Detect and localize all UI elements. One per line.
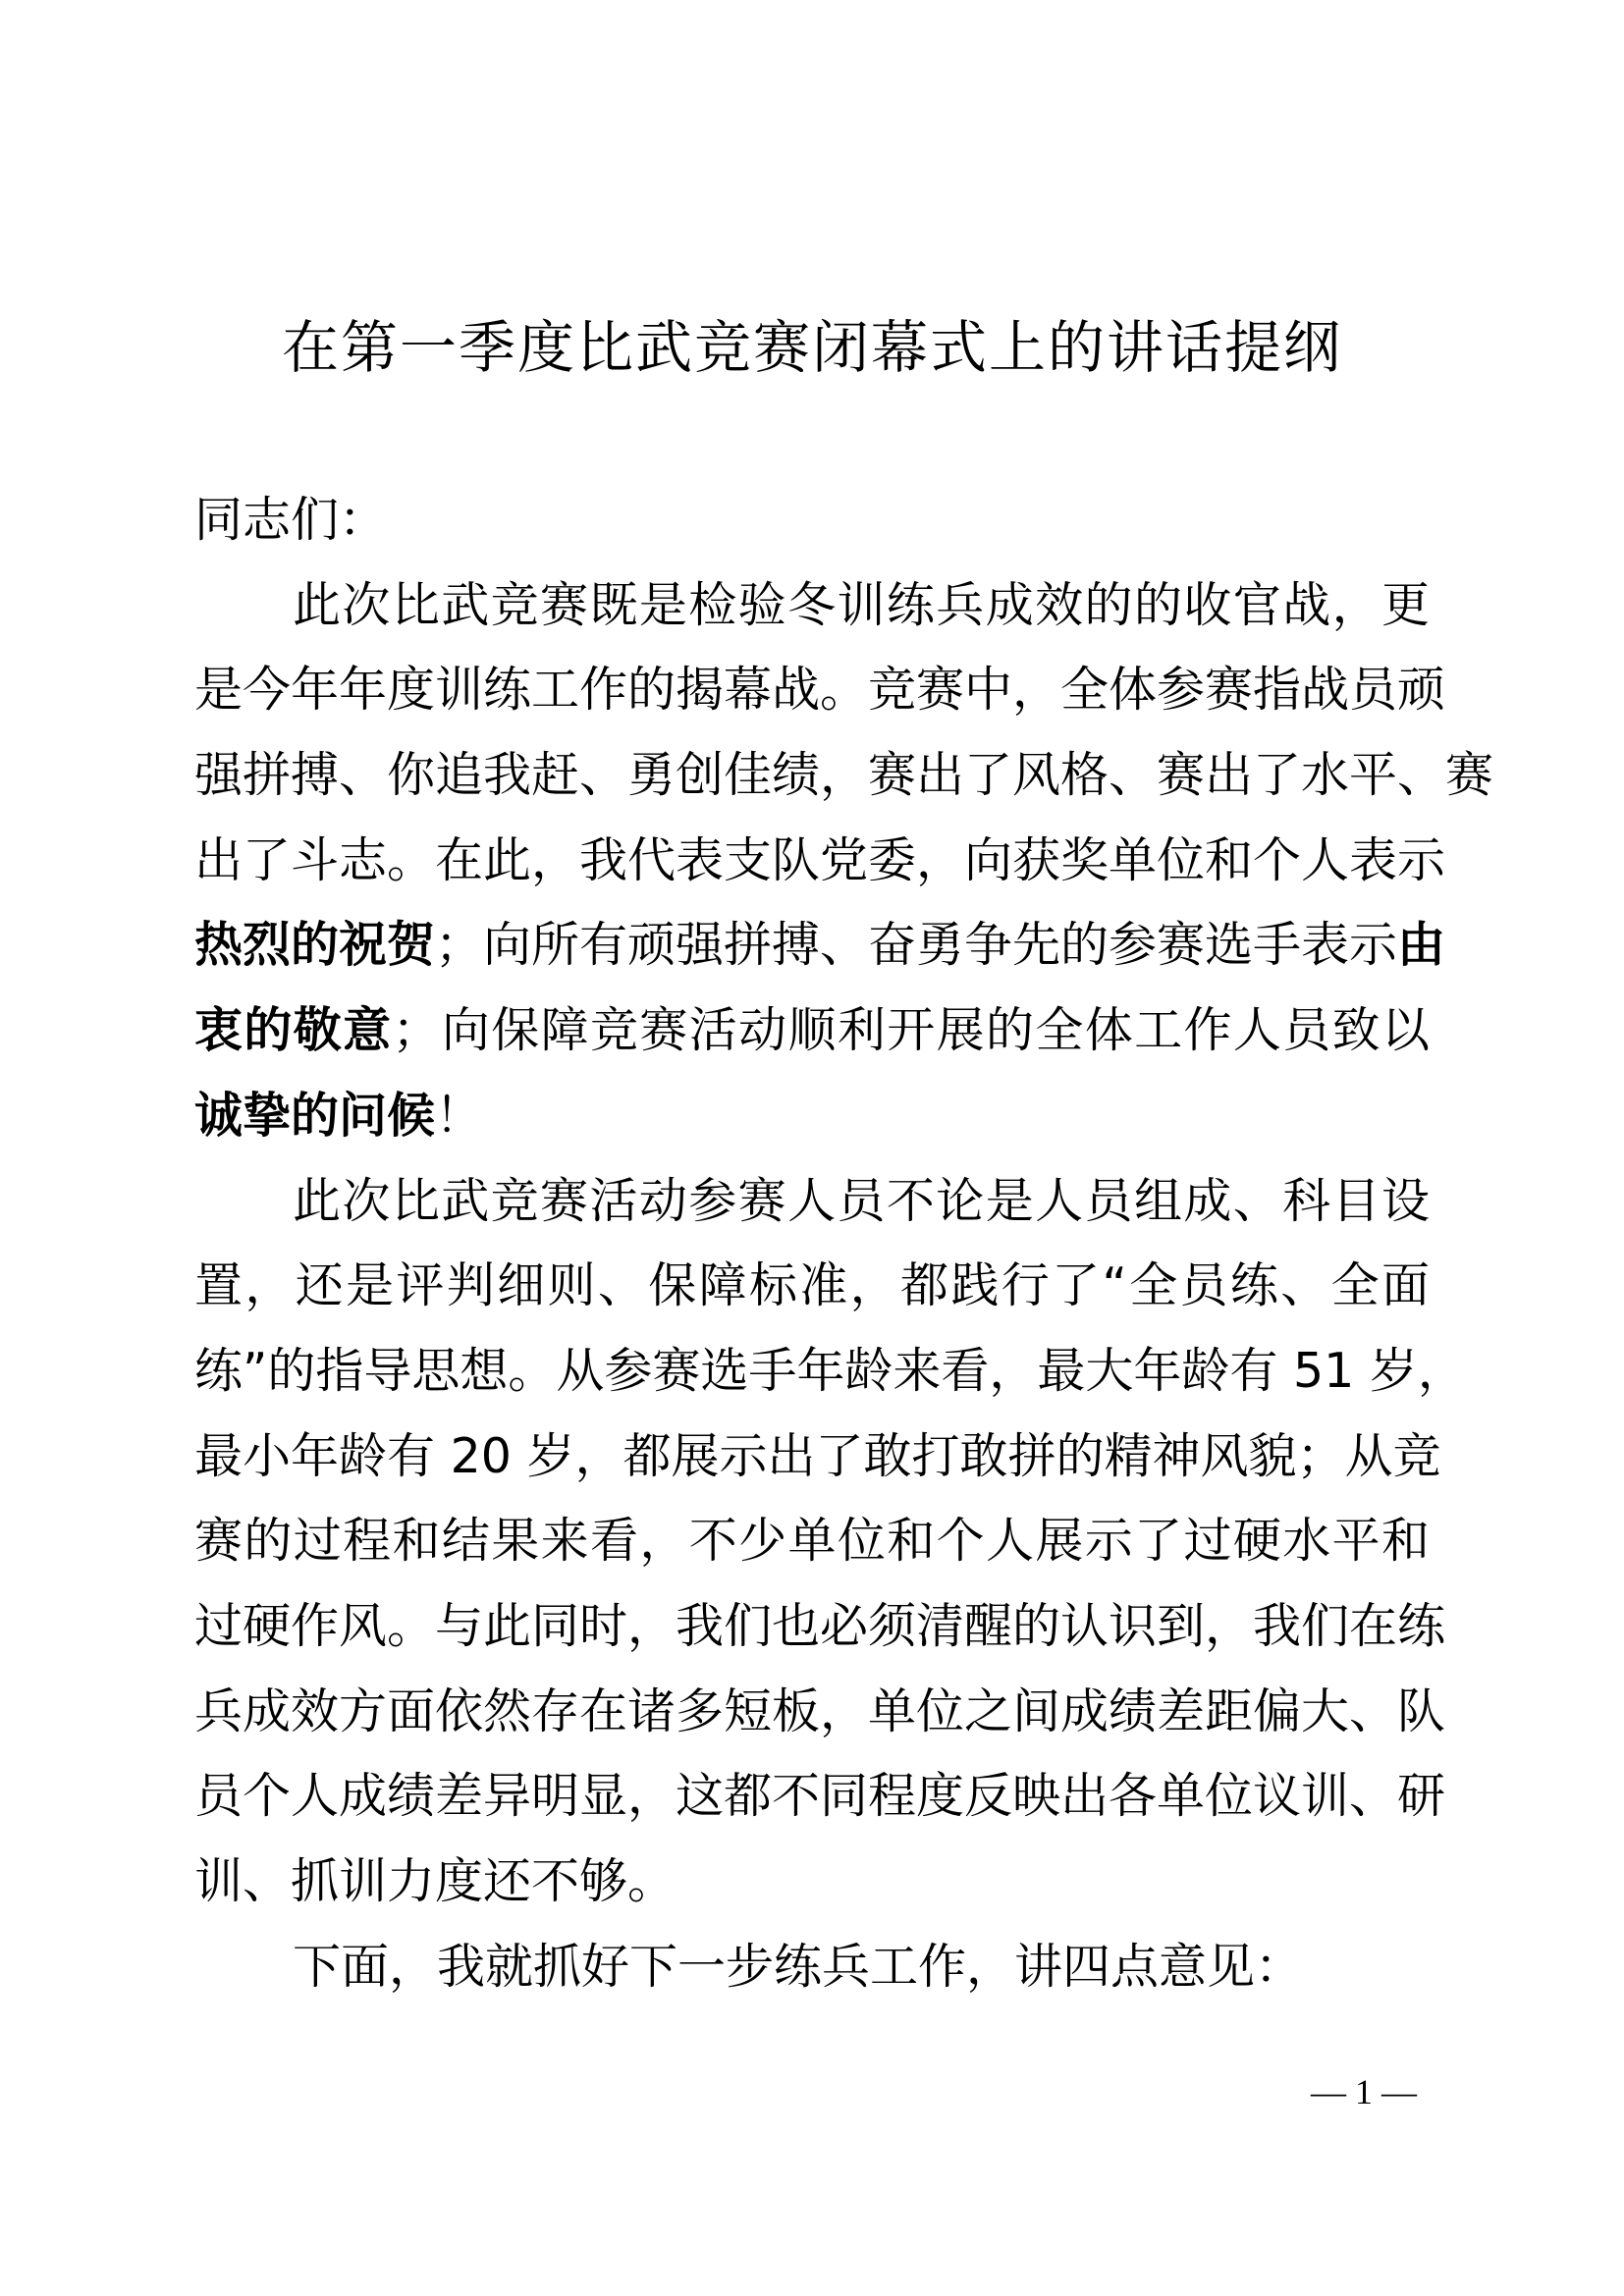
emphasis-text: 热烈的祝贺 xyxy=(194,917,436,974)
body-text-line xyxy=(194,733,1494,819)
body-text-line xyxy=(194,1244,1430,1329)
body-text-line xyxy=(194,903,1446,988)
document-title: 在第一季度比武竞赛闭幕式上的讲话提纲 xyxy=(281,314,1342,381)
body-text: ；向保障竞赛活动顺利开展的全体工作人员致以 xyxy=(392,1002,1430,1059)
body-text: 同志们： xyxy=(194,492,388,548)
body-text-line xyxy=(194,1499,1430,1584)
body-text-line xyxy=(194,1584,1446,1670)
emphasis-text: 诚挚的问候 xyxy=(194,1087,436,1144)
body-text: 此次比武竞赛既是检验冬训练兵成效的的收官战，更 xyxy=(293,576,1430,633)
body-text: 兵成效方面依然存在诸多短板，单位之间成绩差距偏大、队 xyxy=(194,1682,1446,1739)
body-text: 训、抓训力度还不够。 xyxy=(194,1853,677,1909)
body-text: ！ xyxy=(435,1087,484,1144)
body-text-line xyxy=(194,1329,1466,1415)
body-text-line xyxy=(194,1670,1446,1755)
body-text: 练”的指导思想。从参赛选手年龄来看，最大年龄有 51 岁， xyxy=(194,1342,1466,1399)
body-text-line xyxy=(194,819,1446,904)
body-text-line xyxy=(194,1840,1430,1925)
body-text: ；向所有顽强拼搏、奋勇争先的参赛选手表示 xyxy=(435,917,1398,974)
body-text-line xyxy=(194,1415,1441,1500)
body-text-line xyxy=(194,1925,1430,2010)
emphasis-text: 由 xyxy=(1397,917,1446,974)
body-text-line xyxy=(194,988,1430,1074)
body-text: 赛的过程和结果来看，不少单位和个人展示了过硬水平和 xyxy=(194,1513,1430,1570)
body-text-line xyxy=(194,648,1446,733)
body-text: 置，还是评判细则、保障标准，都践行了“全员练、全面 xyxy=(194,1257,1430,1314)
body-text-line xyxy=(194,1159,1430,1245)
body-text: 是今年年度训练工作的揭幕战。竞赛中，全体参赛指战员顽 xyxy=(194,662,1446,719)
emphasis-text: 衷的敬意 xyxy=(194,1002,393,1059)
body-text-line xyxy=(194,563,1430,649)
body-text: 员个人成绩差异明显，这都不同程度反映出各单位议训、研 xyxy=(194,1768,1446,1825)
body-text: 最小年龄有 20 岁，都展示出了敢打敢拼的精神风貌；从竞 xyxy=(194,1427,1441,1484)
body-text: 出了斗志。在此，我代表支队党委，向获奖单位和个人表示 xyxy=(194,831,1446,888)
body-text: 过硬作风。与此同时，我们也必须清醒的认识到，我们在练 xyxy=(194,1597,1446,1654)
document-body xyxy=(194,478,1494,2009)
body-text-line xyxy=(194,1754,1446,1840)
body-text-line xyxy=(194,1074,1430,1159)
body-text: 下面，我就抓好下一步练兵工作，讲四点意见： xyxy=(293,1938,1304,1995)
page-number: — 1 — xyxy=(1311,2072,1417,2111)
body-text: 此次比武竞赛活动参赛人员不论是人员组成、科目设 xyxy=(293,1172,1430,1229)
body-text: 强拼搏、你追我赶、勇创佳绩，赛出了风格、赛出了水平、赛 xyxy=(194,747,1494,804)
salutation xyxy=(194,478,1430,563)
